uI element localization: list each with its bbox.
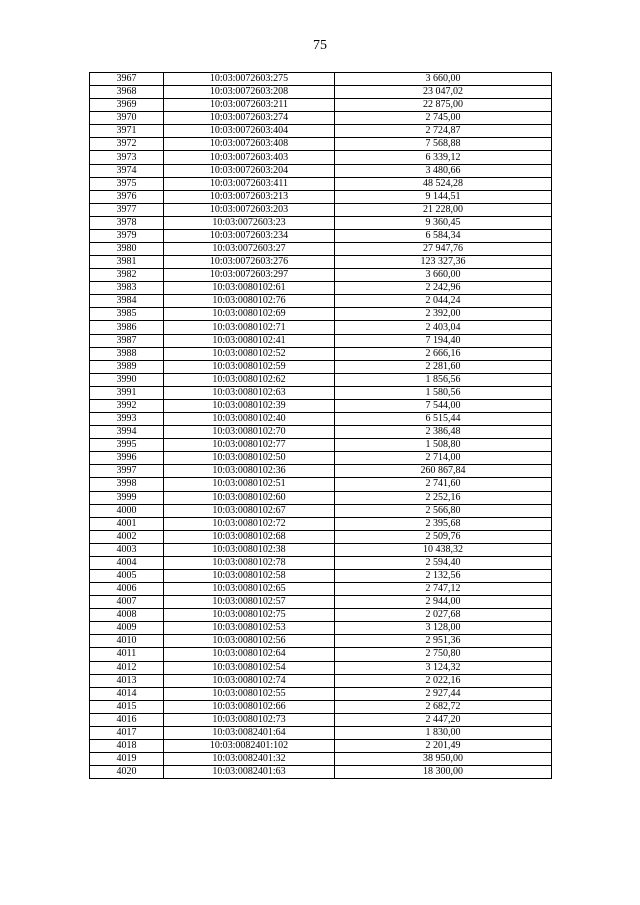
value-cell: 2 666,16 (335, 347, 552, 360)
row-number-cell: 3983 (90, 282, 164, 295)
value-cell: 9 144,51 (335, 190, 552, 203)
value-cell: 2 403,04 (335, 321, 552, 334)
row-number-cell: 3995 (90, 439, 164, 452)
value-cell: 27 947,76 (335, 243, 552, 256)
cadastral-number-cell: 10:03:0080102:56 (164, 635, 335, 648)
table-row (90, 164, 552, 177)
table-row (90, 243, 552, 256)
cadastral-number-cell: 10:03:0072603:274 (164, 112, 335, 125)
cadastral-number-cell: 10:03:0080102:78 (164, 556, 335, 569)
cadastral-number-cell: 10:03:0080102:76 (164, 295, 335, 308)
row-number-cell: 3969 (90, 99, 164, 112)
table-row (90, 439, 552, 452)
value-cell: 2 724,87 (335, 125, 552, 138)
cadastral-number-cell: 10:03:0072603:408 (164, 138, 335, 151)
table-row (90, 622, 552, 635)
cadastral-number-cell: 10:03:0080102:70 (164, 426, 335, 439)
table-row (90, 138, 552, 151)
cadastral-number-cell: 10:03:0080102:63 (164, 386, 335, 399)
table-row (90, 491, 552, 504)
cadastral-number-cell: 10:03:0072603:411 (164, 177, 335, 190)
table-row (90, 609, 552, 622)
table-row (90, 373, 552, 386)
row-number-cell: 4012 (90, 661, 164, 674)
value-cell: 2 132,56 (335, 569, 552, 582)
value-cell: 10 438,32 (335, 543, 552, 556)
cadastral-number-cell: 10:03:0080102:65 (164, 583, 335, 596)
value-cell: 2 566,80 (335, 504, 552, 517)
table-row (90, 661, 552, 674)
table-row (90, 190, 552, 203)
table-row (90, 99, 552, 112)
cadastral-number-cell: 10:03:0082401:32 (164, 753, 335, 766)
row-number-cell: 3988 (90, 347, 164, 360)
value-cell: 1 580,56 (335, 386, 552, 399)
row-number-cell: 3991 (90, 386, 164, 399)
cadastral-number-cell: 10:03:0072603:297 (164, 269, 335, 282)
value-cell: 1 508,80 (335, 439, 552, 452)
row-number-cell: 3970 (90, 112, 164, 125)
table-row (90, 478, 552, 491)
row-number-cell: 3978 (90, 216, 164, 229)
value-cell: 2 944,00 (335, 596, 552, 609)
cadastral-number-cell: 10:03:0072603:204 (164, 164, 335, 177)
cadastral-number-cell: 10:03:0080102:51 (164, 478, 335, 491)
table-row (90, 713, 552, 726)
table-row (90, 112, 552, 125)
table-row (90, 256, 552, 269)
row-number-cell: 3968 (90, 86, 164, 99)
value-cell: 3 124,32 (335, 661, 552, 674)
value-cell: 2 252,16 (335, 491, 552, 504)
row-number-cell: 3989 (90, 360, 164, 373)
cadastral-number-cell: 10:03:0080102:71 (164, 321, 335, 334)
row-number-cell: 3976 (90, 190, 164, 203)
table-body (90, 73, 552, 779)
table-row (90, 648, 552, 661)
row-number-cell: 3967 (90, 73, 164, 86)
row-number-cell: 3993 (90, 413, 164, 426)
value-cell: 2 447,20 (335, 713, 552, 726)
row-number-cell: 3979 (90, 229, 164, 242)
table-row (90, 269, 552, 282)
table-row (90, 739, 552, 752)
row-number-cell: 3980 (90, 243, 164, 256)
value-cell: 2 951,36 (335, 635, 552, 648)
row-number-cell: 4006 (90, 583, 164, 596)
value-cell: 2 594,40 (335, 556, 552, 569)
table-row (90, 216, 552, 229)
row-number-cell: 3986 (90, 321, 164, 334)
row-number-cell: 3975 (90, 177, 164, 190)
cadastral-number-cell: 10:03:0072603:213 (164, 190, 335, 203)
table-row (90, 399, 552, 412)
row-number-cell: 3972 (90, 138, 164, 151)
row-number-cell: 3997 (90, 465, 164, 478)
row-number-cell: 3985 (90, 308, 164, 321)
row-number-cell: 4002 (90, 530, 164, 543)
value-cell: 18 300,00 (335, 766, 552, 779)
value-cell: 2 741,60 (335, 478, 552, 491)
data-table (89, 72, 552, 779)
row-number-cell: 3974 (90, 164, 164, 177)
row-number-cell: 4003 (90, 543, 164, 556)
table-row (90, 583, 552, 596)
cadastral-number-cell: 10:03:0080102:59 (164, 360, 335, 373)
cadastral-number-cell: 10:03:0080102:41 (164, 334, 335, 347)
table-row (90, 203, 552, 216)
value-cell: 21 228,00 (335, 203, 552, 216)
cadastral-number-cell: 10:03:0072603:404 (164, 125, 335, 138)
row-number-cell: 3996 (90, 452, 164, 465)
cadastral-number-cell: 10:03:0082401:63 (164, 766, 335, 779)
row-number-cell: 3977 (90, 203, 164, 216)
table-row (90, 86, 552, 99)
cadastral-number-cell: 10:03:0072603:211 (164, 99, 335, 112)
value-cell: 7 544,00 (335, 399, 552, 412)
cadastral-number-cell: 10:03:0080102:77 (164, 439, 335, 452)
row-number-cell: 3992 (90, 399, 164, 412)
row-number-cell: 4019 (90, 753, 164, 766)
row-number-cell: 3990 (90, 373, 164, 386)
cadastral-number-cell: 10:03:0080102:53 (164, 622, 335, 635)
table-row (90, 517, 552, 530)
cadastral-number-cell: 10:03:0080102:64 (164, 648, 335, 661)
table-row (90, 177, 552, 190)
value-cell: 1 830,00 (335, 726, 552, 739)
row-number-cell: 4001 (90, 517, 164, 530)
value-cell: 2 392,00 (335, 308, 552, 321)
value-cell: 2 281,60 (335, 360, 552, 373)
value-cell: 3 480,66 (335, 164, 552, 177)
cadastral-number-cell: 10:03:0072603:275 (164, 73, 335, 86)
cadastral-number-cell: 10:03:0080102:74 (164, 674, 335, 687)
value-cell: 260 867,84 (335, 465, 552, 478)
row-number-cell: 4017 (90, 726, 164, 739)
table-row (90, 229, 552, 242)
value-cell: 6 515,44 (335, 413, 552, 426)
row-number-cell: 3987 (90, 334, 164, 347)
value-cell: 2 745,00 (335, 112, 552, 125)
value-cell: 38 950,00 (335, 753, 552, 766)
value-cell: 2 395,68 (335, 517, 552, 530)
value-cell: 7 568,88 (335, 138, 552, 151)
row-number-cell: 4007 (90, 596, 164, 609)
value-cell: 22 875,00 (335, 99, 552, 112)
table-row (90, 635, 552, 648)
value-cell: 2 201,49 (335, 739, 552, 752)
table-row (90, 504, 552, 517)
row-number-cell: 4020 (90, 766, 164, 779)
row-number-cell: 3994 (90, 426, 164, 439)
row-number-cell: 3971 (90, 125, 164, 138)
cadastral-number-cell: 10:03:0082401:64 (164, 726, 335, 739)
cadastral-number-cell: 10:03:0080102:57 (164, 596, 335, 609)
row-number-cell: 3984 (90, 295, 164, 308)
table-row (90, 386, 552, 399)
table-row (90, 465, 552, 478)
row-number-cell: 4014 (90, 687, 164, 700)
table-row (90, 530, 552, 543)
cadastral-number-cell: 10:03:0080102:40 (164, 413, 335, 426)
cadastral-number-cell: 10:03:0080102:66 (164, 700, 335, 713)
value-cell: 2 386,48 (335, 426, 552, 439)
value-cell: 6 584,34 (335, 229, 552, 242)
cadastral-number-cell: 10:03:0080102:54 (164, 661, 335, 674)
table-row (90, 282, 552, 295)
row-number-cell: 4010 (90, 635, 164, 648)
table-row (90, 360, 552, 373)
cadastral-number-cell: 10:03:0072603:234 (164, 229, 335, 242)
row-number-cell: 3981 (90, 256, 164, 269)
cadastral-number-cell: 10:03:0072603:208 (164, 86, 335, 99)
row-number-cell: 4005 (90, 569, 164, 582)
cadastral-number-cell: 10:03:0080102:73 (164, 713, 335, 726)
value-cell: 23 047,02 (335, 86, 552, 99)
table-row (90, 334, 552, 347)
table-row (90, 347, 552, 360)
row-number-cell: 3999 (90, 491, 164, 504)
value-cell: 3 660,00 (335, 73, 552, 86)
table-row (90, 308, 552, 321)
table-row (90, 452, 552, 465)
table-row (90, 766, 552, 779)
value-cell: 123 327,36 (335, 256, 552, 269)
value-cell: 3 660,00 (335, 269, 552, 282)
row-number-cell: 4004 (90, 556, 164, 569)
row-number-cell: 4018 (90, 739, 164, 752)
row-number-cell: 4016 (90, 713, 164, 726)
row-number-cell: 3973 (90, 151, 164, 164)
table-row (90, 413, 552, 426)
value-cell: 2 044,24 (335, 295, 552, 308)
row-number-cell: 3998 (90, 478, 164, 491)
table-row (90, 596, 552, 609)
row-number-cell: 4000 (90, 504, 164, 517)
cadastral-number-cell: 10:03:0072603:403 (164, 151, 335, 164)
cadastral-number-cell: 10:03:0080102:75 (164, 609, 335, 622)
cadastral-number-cell: 10:03:0080102:67 (164, 504, 335, 517)
value-cell: 2 927,44 (335, 687, 552, 700)
cadastral-number-cell: 10:03:0080102:36 (164, 465, 335, 478)
row-number-cell: 4013 (90, 674, 164, 687)
value-cell: 48 524,28 (335, 177, 552, 190)
value-cell: 2 750,80 (335, 648, 552, 661)
table-row (90, 556, 552, 569)
cadastral-number-cell: 10:03:0072603:23 (164, 216, 335, 229)
cadastral-number-cell: 10:03:0080102:72 (164, 517, 335, 530)
cadastral-number-cell: 10:03:0080102:38 (164, 543, 335, 556)
value-cell: 7 194,40 (335, 334, 552, 347)
value-cell: 2 747,12 (335, 583, 552, 596)
cadastral-number-cell: 10:03:0072603:27 (164, 243, 335, 256)
value-cell: 2 509,76 (335, 530, 552, 543)
table-row (90, 687, 552, 700)
cadastral-number-cell: 10:03:0080102:58 (164, 569, 335, 582)
table-row (90, 151, 552, 164)
value-cell: 2 022,16 (335, 674, 552, 687)
value-cell: 6 339,12 (335, 151, 552, 164)
cadastral-number-cell: 10:03:0080102:62 (164, 373, 335, 386)
cadastral-number-cell: 10:03:0082401:102 (164, 739, 335, 752)
table-row (90, 295, 552, 308)
table-row (90, 125, 552, 138)
cadastral-number-cell: 10:03:0072603:276 (164, 256, 335, 269)
cadastral-number-cell: 10:03:0080102:68 (164, 530, 335, 543)
table-row (90, 569, 552, 582)
cadastral-number-cell: 10:03:0072603:203 (164, 203, 335, 216)
table-row (90, 674, 552, 687)
table-row (90, 426, 552, 439)
value-cell: 2 027,68 (335, 609, 552, 622)
table-row (90, 321, 552, 334)
row-number-cell: 4008 (90, 609, 164, 622)
cadastral-number-cell: 10:03:0080102:50 (164, 452, 335, 465)
row-number-cell: 4009 (90, 622, 164, 635)
table-row (90, 726, 552, 739)
table-row (90, 753, 552, 766)
table-row (90, 700, 552, 713)
cadastral-number-cell: 10:03:0080102:39 (164, 399, 335, 412)
value-cell: 2 714,00 (335, 452, 552, 465)
value-cell: 3 128,00 (335, 622, 552, 635)
row-number-cell: 4015 (90, 700, 164, 713)
cadastral-number-cell: 10:03:0080102:60 (164, 491, 335, 504)
value-cell: 9 360,45 (335, 216, 552, 229)
table-row (90, 73, 552, 86)
cadastral-number-cell: 10:03:0080102:52 (164, 347, 335, 360)
value-cell: 2 682,72 (335, 700, 552, 713)
page-number: 75 (313, 38, 327, 53)
cadastral-number-cell: 10:03:0080102:55 (164, 687, 335, 700)
row-number-cell: 4011 (90, 648, 164, 661)
cadastral-number-cell: 10:03:0080102:61 (164, 282, 335, 295)
cadastral-number-cell: 10:03:0080102:69 (164, 308, 335, 321)
table-row (90, 543, 552, 556)
row-number-cell: 3982 (90, 269, 164, 282)
value-cell: 1 856,56 (335, 373, 552, 386)
value-cell: 2 242,96 (335, 282, 552, 295)
